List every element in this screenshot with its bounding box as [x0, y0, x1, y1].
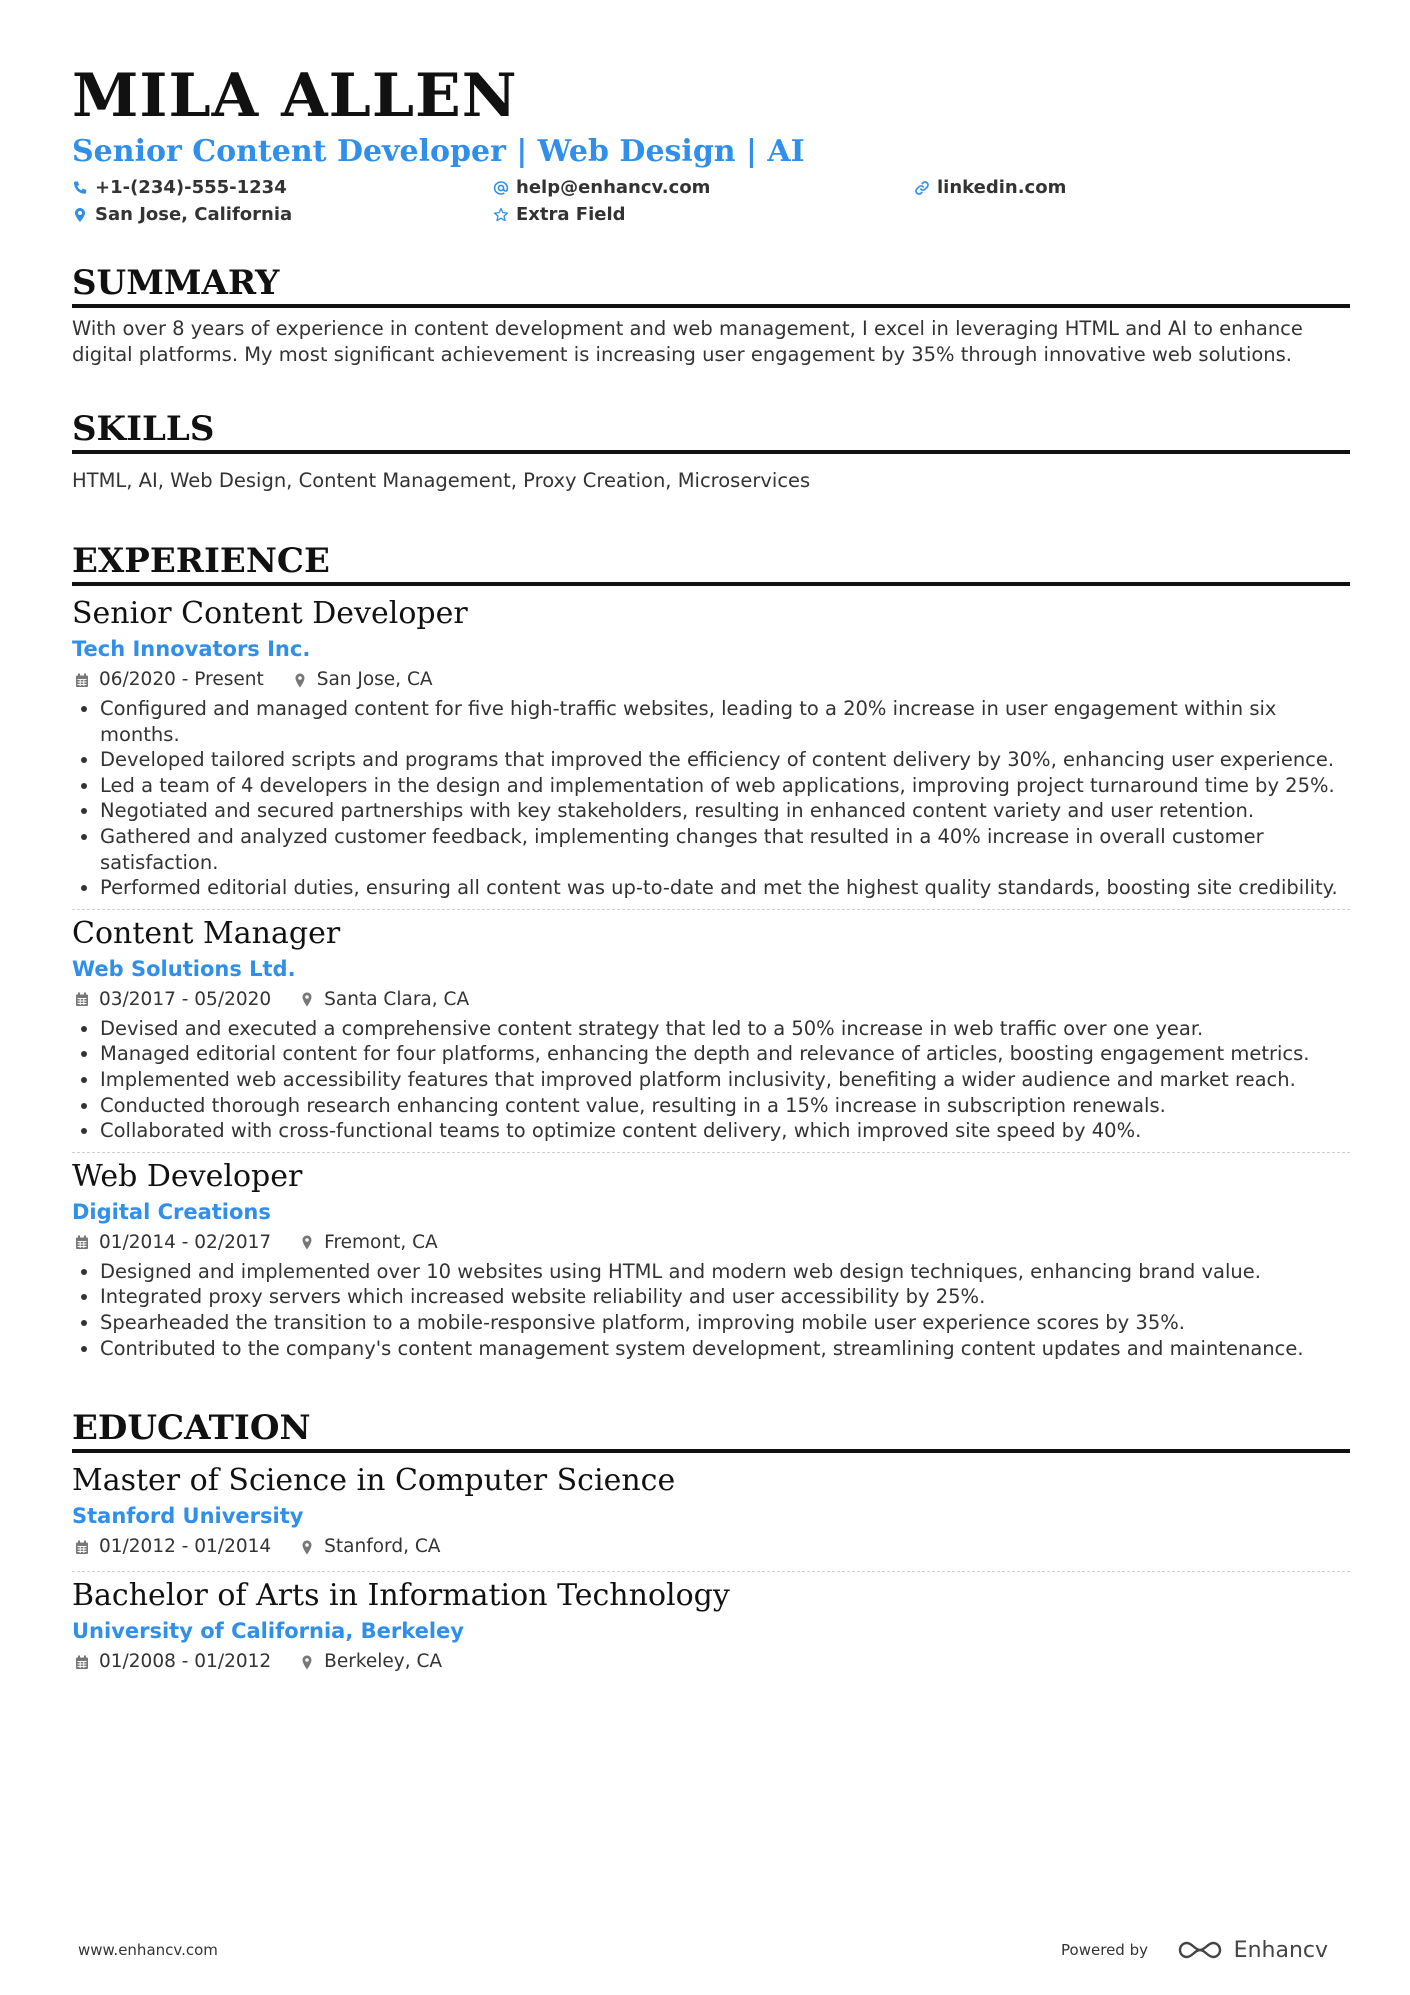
- bullet-item: Gathered and analyzed customer feedback, implementing changes that resulted in a 40% increase in overall customer satisfaction.: [72, 824, 1350, 875]
- brand-logo[interactable]: [1176, 1938, 1328, 1963]
- job-dates: 06/2020 - Present: [99, 669, 264, 690]
- link-icon: [914, 180, 930, 196]
- candidate-name: MILA ALLEN: [72, 61, 518, 131]
- bullet-item: Collaborated with cross-functional teams to optimize content delivery, which improved site speed by 40%.: [72, 1118, 1350, 1144]
- job-title: Web Developer: [72, 1158, 303, 1194]
- education-meta: [72, 1531, 1350, 1563]
- phone-icon: [72, 180, 88, 196]
- degree-title: Master of Science in Computer Science: [72, 1463, 676, 1499]
- location-contact: [72, 201, 493, 228]
- phone-contact[interactable]: [72, 174, 493, 201]
- job-title: Senior Content Developer: [72, 596, 468, 631]
- calendar-icon: [75, 1655, 89, 1670]
- company-name: Web Solutions Ltd.: [72, 956, 296, 981]
- location-text: San Jose, California: [95, 204, 293, 225]
- job-location: Fremont, CA: [324, 1231, 438, 1253]
- map-pin-icon: [300, 992, 314, 1007]
- extra-text: Extra Field: [516, 204, 626, 225]
- job-dates: 03/2017 - 05/2020: [99, 988, 272, 1010]
- job-meta: [72, 984, 1350, 1016]
- experience-title: EXPERIENCE: [72, 540, 1350, 586]
- education-section: [72, 1407, 1350, 1678]
- calendar-icon: [75, 1235, 89, 1250]
- resume-page: [72, 60, 1350, 1678]
- star-icon: [493, 207, 509, 223]
- contact-info: [72, 174, 1350, 228]
- company-name: Digital Creations: [72, 1199, 271, 1224]
- job-meta: [72, 664, 1350, 696]
- education-title: EDUCATION: [72, 1407, 1350, 1453]
- skills-title: SKILLS: [72, 408, 1350, 454]
- education-meta: [72, 1646, 1350, 1678]
- email-text: help@enhancv.com: [516, 177, 711, 198]
- degree-title: Bachelor of Arts in Information Technology: [72, 1578, 730, 1614]
- extra-contact: [493, 201, 914, 228]
- email-contact[interactable]: [493, 174, 914, 201]
- calendar-icon: [75, 1540, 89, 1555]
- experience-entry: [72, 1152, 1350, 1361]
- school-name: Stanford University: [72, 1504, 304, 1529]
- bullet-item: Developed tailored scripts and programs that improved the efficiency of content delivery by 30%, enhancing user experience.: [72, 747, 1350, 773]
- bullet-item: Led a team of 4 developers in the design and implementation of web applications, improving project turnaround time by 25%.: [72, 773, 1350, 799]
- education-dates: 01/2008 - 01/2012: [99, 1651, 272, 1673]
- bullet-item: Configured and managed content for five high-traffic websites, leading to a 20% increase in user engagement within six months.: [72, 696, 1350, 747]
- summary-text: With over 8 years of experience in content development and web management, I excel in leveraging HTML and AI to enhance digital platforms. My most significant achievement is increasing user engagement by 35% through innovative web solutions.: [72, 317, 1303, 366]
- brand-name: Enhancv: [1233, 1937, 1328, 1963]
- job-bullets: [72, 696, 1350, 901]
- education-entry: [72, 1571, 1350, 1678]
- headline: Senior Content Developer | Web Design | AI: [72, 134, 805, 169]
- at-icon: [493, 180, 509, 196]
- bullet-item: Conducted thorough research enhancing content value, resulting in a 15% increase in subscription renewals.: [72, 1093, 1350, 1119]
- bullet-item: Devised and executed a comprehensive content strategy that led to a 50% increase in web traffic over one year.: [72, 1016, 1350, 1042]
- phone-text: +1-(234)-555-1234: [95, 177, 287, 198]
- map-pin-icon: [293, 673, 307, 688]
- job-location: Santa Clara, CA: [324, 988, 470, 1010]
- education-location: Stanford, CA: [324, 1536, 441, 1558]
- map-pin-icon: [300, 1540, 314, 1555]
- job-bullets: [72, 1259, 1350, 1361]
- map-pin-icon: [300, 1655, 314, 1670]
- bullet-item: Designed and implemented over 10 websites using HTML and modern web design techniques, enhancing brand value.: [72, 1259, 1350, 1285]
- experience-section: [72, 540, 1350, 1361]
- education-entry: [72, 1453, 1350, 1563]
- job-meta: [72, 1227, 1350, 1259]
- calendar-icon: [75, 673, 89, 688]
- map-pin-icon: [300, 1235, 314, 1250]
- job-title: Content Manager: [72, 915, 341, 951]
- education-dates: 01/2012 - 01/2014: [99, 1536, 272, 1558]
- job-bullets: [72, 1016, 1350, 1144]
- job-location: San Jose, CA: [316, 669, 433, 690]
- bullet-item: Implemented web accessibility features that improved platform inclusivity, benefiting a wider audience and market reach.: [72, 1067, 1350, 1093]
- skills-section: [72, 408, 1350, 494]
- bullet-item: Integrated proxy servers which increased website reliability and user accessibility by 25%.: [72, 1284, 1350, 1310]
- experience-entry: [72, 909, 1350, 1144]
- footer-url[interactable]: www.enhancv.com: [78, 1941, 218, 1959]
- job-dates: 01/2014 - 02/2017: [99, 1231, 272, 1253]
- powered-by-label: Powered by: [1061, 1941, 1148, 1959]
- skills-text: HTML, AI, Web Design, Content Management, Proxy Creation, Microservices: [72, 469, 811, 492]
- bullet-item: Negotiated and secured partnerships with key stakeholders, resulting in enhanced content variety and user retention.: [72, 798, 1350, 824]
- enhancv-logo-icon: [1176, 1938, 1224, 1962]
- bullet-item: Managed editorial content for four platforms, enhancing the depth and relevance of articles, boosting engagement metrics.: [72, 1041, 1350, 1067]
- bullet-item: Spearheaded the transition to a mobile-responsive platform, improving mobile user experience scores by 35%.: [72, 1310, 1350, 1336]
- experience-entry: [72, 586, 1350, 901]
- bullet-item: Contributed to the company's content management system development, streamlining content updates and maintenance.: [72, 1336, 1350, 1362]
- school-name: University of California, Berkeley: [72, 1619, 464, 1644]
- footer: [78, 1935, 1328, 1965]
- calendar-icon: [75, 992, 89, 1007]
- education-location: Berkeley, CA: [324, 1651, 443, 1673]
- linkedin-contact[interactable]: [914, 174, 1335, 201]
- summary-section: [72, 262, 1350, 368]
- linkedin-text: linkedin.com: [937, 177, 1067, 198]
- map-pin-icon: [72, 207, 88, 223]
- summary-title: SUMMARY: [72, 262, 1350, 308]
- bullet-item: Performed editorial duties, ensuring all content was up-to-date and met the highest quality standards, boosting site credibility.: [72, 875, 1350, 901]
- company-name: Tech Innovators Inc.: [72, 637, 311, 661]
